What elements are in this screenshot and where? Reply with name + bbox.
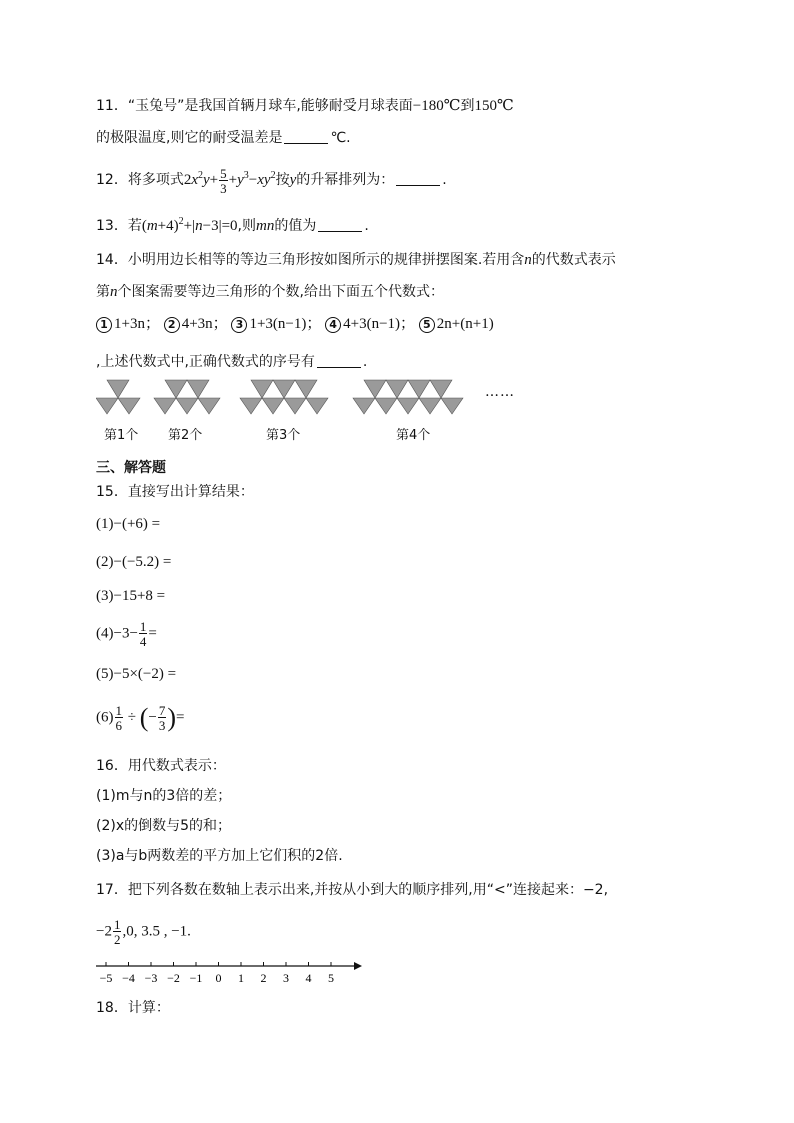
number-line-arrow <box>354 962 362 970</box>
q11-temp-high: 150℃ <box>474 98 514 114</box>
q14-answer-blank[interactable] <box>317 353 361 368</box>
q12-mid: 按 <box>275 172 290 188</box>
number-line-label: −1 <box>189 971 203 985</box>
q14-n: n <box>524 252 532 268</box>
figure-4-top-triangle <box>364 380 386 398</box>
q15-item-6-text: (6) <box>96 709 114 726</box>
q11-line1 <box>96 96 514 116</box>
figure-4-bottom-triangle <box>353 398 375 414</box>
q15-item-6-eq: = <box>176 709 185 726</box>
q14-option-5-mark: 5 <box>419 317 435 333</box>
figure-1-bottom-triangle <box>96 398 118 414</box>
figure-3-top-triangle <box>251 380 273 398</box>
q14-option-3-mark: 3 <box>231 317 247 333</box>
q13-text: 13．若 <box>96 218 142 234</box>
figure-3-bottom-triangle <box>240 398 262 414</box>
number-line-label: 5 <box>328 971 334 985</box>
q14-option-4-mark: 4 <box>325 317 341 333</box>
frac6b-den: 3 <box>158 718 166 733</box>
q17-line2 <box>96 918 191 946</box>
q11-line2 <box>96 128 351 148</box>
q14-option-1-mark: 1 <box>96 317 112 333</box>
number-line-label: −4 <box>122 971 135 985</box>
figure-label-2: 第2个 <box>168 428 203 443</box>
q12-end: . <box>442 172 447 188</box>
q17-numbers: ,0, 3.5 , −1. <box>122 923 191 940</box>
figure-1-top-triangle <box>107 380 129 398</box>
q13-post: ,则 <box>237 218 256 234</box>
q15-item-4-fraction <box>139 620 148 648</box>
frac6b-num: 7 <box>158 703 166 718</box>
q14-text1b: 的代数式表示 <box>531 252 616 268</box>
frac6a-den: 6 <box>115 718 122 733</box>
figure-2-bottom-triangle <box>176 398 198 414</box>
q15-item-6-fraction-b <box>158 704 167 732</box>
q15-item-4-text: (4)−3− <box>96 625 138 642</box>
q14-options <box>96 314 494 334</box>
q12-post: 的升幂排列为： <box>296 172 395 188</box>
q14-option-2: 4+3n； <box>181 316 228 332</box>
q13-equation: $(m+4)^2+|n-3|=0$ <box>141 216 238 234</box>
figure-4-bottom-triangle <box>397 398 419 414</box>
figure-label-4: 第4个 <box>396 428 431 443</box>
q16-item-3: (3)a与b两数差的平方加上它们积的2倍. <box>96 848 343 864</box>
q11-answer-blank[interactable] <box>284 129 328 144</box>
q15-item-2: (2)−(−5.2) = <box>96 554 172 570</box>
q12-answer-blank[interactable] <box>396 171 440 186</box>
q15-item-4 <box>96 620 157 648</box>
number-line-label: −2 <box>167 971 180 985</box>
q13-end: . <box>364 218 369 234</box>
frac4-num: 1 <box>139 619 147 634</box>
number-line-label: 4 <box>305 971 312 985</box>
q14-line4 <box>96 352 367 372</box>
number-line-label: 1 <box>238 971 244 985</box>
frac6a-num: 1 <box>115 703 122 718</box>
figure-label-1: 第1个 <box>104 428 139 443</box>
number-line[interactable] <box>92 958 372 988</box>
q11-to: 到 <box>460 98 475 114</box>
q14-option-3: 1+3(n−1)； <box>249 316 322 332</box>
number-line-label: −5 <box>99 971 113 985</box>
q14-option-5: 2n+(n+1) <box>436 316 494 332</box>
q12-line <box>96 166 447 195</box>
q15-item-6-fraction-a <box>115 704 124 732</box>
q13-line <box>96 212 369 236</box>
q15-item-3: (3)−15+8 = <box>96 588 166 604</box>
q14-option-4: 4+3(n−1)； <box>343 316 416 332</box>
q14-n2: n <box>110 284 118 300</box>
figure-3-bottom-triangle <box>262 398 284 414</box>
q17-line1: 17．把下列各数在数轴上表示出来,并按从小到大的顺序排列,用“<”连接起来：−2, <box>96 882 609 898</box>
q11-text: 11．“玉兔号”是我国首辆月球车,能够耐受月球表面 <box>96 98 413 114</box>
figure-4-top-triangle <box>386 380 408 398</box>
q12-fraction: $\frac{5}{3}$ <box>220 165 227 196</box>
number-line-label: −3 <box>144 971 158 985</box>
figure-3-top-triangle <box>273 380 295 398</box>
frac4-den: 4 <box>139 634 147 649</box>
q15-item-6: (6) $\frac{1}{6}$ ÷ (− $\frac{7}{3}$ )= <box>96 703 185 733</box>
figure-2-bottom-triangle <box>198 398 220 414</box>
q16-title: 16．用代数式表示： <box>96 758 226 774</box>
q15-item-5: (5)−5×(−2) = <box>96 666 177 682</box>
number-line-label: 2 <box>260 971 267 985</box>
figure-3-top-triangle <box>295 380 317 398</box>
q11-text2: 的极限温度,则它的耐受温差是 <box>96 130 283 146</box>
figure-4-top-triangle <box>430 380 452 398</box>
q13-post2: 的值为 <box>274 218 317 234</box>
figure-1-bottom-triangle <box>118 398 140 414</box>
q14-text4: ,上述代数式中,正确代数式的序号有 <box>96 354 315 370</box>
q14-text2b: 个图案需要等边三角形的个数,给出下面五个代数式： <box>117 284 444 300</box>
figure-2-top-triangle <box>187 380 209 398</box>
q14-option-2-mark: 2 <box>164 317 180 333</box>
q12-var: y <box>289 172 297 188</box>
q14-text2a: 第 <box>96 284 110 300</box>
q13-answer-blank[interactable] <box>318 217 362 232</box>
figure-4-bottom-triangle <box>419 398 441 414</box>
figure-3-bottom-triangle <box>306 398 328 414</box>
q15-item-1: (1)−(+6) = <box>96 516 161 532</box>
q17-frac-num: 1 <box>113 917 121 932</box>
q14-end: . <box>362 354 368 370</box>
q14-line2 <box>96 282 444 302</box>
triangle-pattern-figure <box>96 378 536 448</box>
section-heading: 三、解答题 <box>96 460 166 476</box>
figure-2-top-triangle <box>165 380 187 398</box>
q12-text: 12．将多项式 <box>96 172 184 188</box>
q17-frac-den: 2 <box>113 932 121 947</box>
q15-item-4-eq: = <box>148 625 157 642</box>
q14-option-1: 1+3n； <box>114 316 160 332</box>
figure-label-3: 第3个 <box>266 428 301 443</box>
q11-temp-low: −180℃ <box>412 98 461 114</box>
q14-line1 <box>96 250 616 270</box>
q17-mixed-whole: −2 <box>96 923 112 940</box>
number-line-label: 3 <box>283 971 289 985</box>
q12-polynomial: $2x^2y+$ $\frac{5}{3}$ $+y^3-xy^2$ <box>183 165 276 196</box>
figure-ellipsis: …… <box>485 384 515 400</box>
figure-3-bottom-triangle <box>284 398 306 414</box>
q16-item-2: (2)x的倒数与5的和； <box>96 818 232 834</box>
q11-unit: ℃. <box>330 130 351 146</box>
q15-title: 15．直接写出计算结果： <box>96 484 254 500</box>
figure-4-bottom-triangle <box>375 398 397 414</box>
q17-fraction <box>113 918 122 946</box>
q13-mn: mn <box>255 218 275 234</box>
q18-title: 18．计算： <box>96 1000 170 1016</box>
q14-text1: 14．小明用边长相等的等边三角形按如图所示的规律拼摆图案.若用含 <box>96 252 525 268</box>
figure-4-top-triangle <box>408 380 430 398</box>
figure-2-bottom-triangle <box>154 398 176 414</box>
q16-item-1: (1)m与n的3倍的差； <box>96 788 232 804</box>
figure-4-bottom-triangle <box>441 398 463 414</box>
number-line-label: 0 <box>215 971 222 985</box>
